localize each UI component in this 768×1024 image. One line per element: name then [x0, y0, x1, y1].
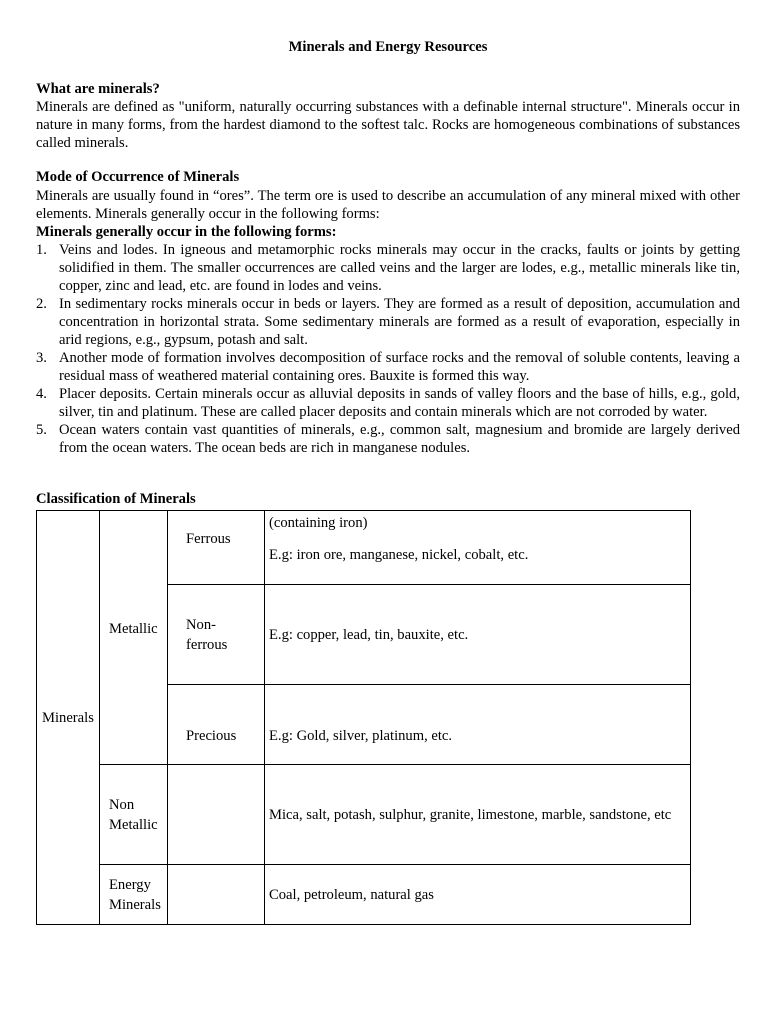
section-paragraph: Minerals are usually found in “ores”. The term ore is used to describe an accumulation of any mineral mixed with other elements. Minerals generally occur in the following forms:	[36, 188, 740, 222]
list-item: 2. In sedimentary rocks minerals occur in beds or layers. They are formed as a result of deposition, accumulation and concentration in horizontal strata. Some sedimentary minerals are formed as a result of evaporation, especially in arid regions, e.g., gypsum, potash and salt.	[36, 296, 740, 348]
non-ferrous-examples-cell: E.g: copper, lead, tin, bauxite, etc.	[265, 585, 691, 685]
ferrous-examples: E.g: iron ore, manganese, nickel, cobalt, etc.	[269, 547, 529, 563]
occurrence-list	[36, 241, 740, 457]
ferrous-examples-cell	[265, 511, 691, 585]
precious-cell: Precious	[168, 685, 265, 765]
ferrous-cell: Ferrous	[168, 511, 265, 585]
minerals-cell: Minerals	[37, 511, 100, 925]
section-what-are-minerals	[36, 80, 740, 152]
non-metallic-examples-cell: Mica, salt, potash, sulphur, granite, limestone, marble, sandstone, etc	[265, 765, 691, 865]
energy-minerals-examples-cell: Coal, petroleum, natural gas	[265, 865, 691, 925]
precious-examples-cell: E.g: Gold, silver, platinum, etc.	[265, 685, 691, 765]
section-heading-classification: Classification of Minerals	[36, 491, 196, 507]
ferrous-note: (containing iron)	[269, 515, 368, 531]
list-item: 1. Veins and lodes. In igneous and metamorphic rocks minerals may occur in the cracks, faults or joints by getting solidified in them. The smaller occurrences are called veins and the larger are lodes, e.g., metallic minerals like tin, copper, zinc and lead, etc. are found in lodes and veins.	[36, 242, 740, 294]
classification-table	[36, 510, 691, 925]
list-item: 4. Placer deposits. Certain minerals occur as alluvial deposits in sands of valley floors and the base of hills, e.g., gold, silver, tin and platinum. These are called placer deposits and contain minerals which are not corroded by water.	[36, 386, 740, 420]
non-ferrous-cell: Non- ferrous	[168, 585, 265, 685]
empty-cell	[168, 865, 265, 925]
energy-minerals-cell: Energy Minerals	[100, 865, 168, 925]
non-metallic-cell: Non Metallic	[100, 765, 168, 865]
section-mode-of-occurrence	[36, 168, 740, 457]
list-item: 3. Another mode of formation involves decomposition of surface rocks and the removal of soluble contents, leaving a residual mass of weathered material containing ores. Bauxite is formed this way.	[36, 350, 740, 384]
document-title: Minerals and Energy Resources	[288, 39, 488, 55]
section-heading: What are minerals?	[36, 81, 160, 97]
section-heading: Mode of Occurrence of Minerals	[36, 169, 240, 185]
empty-cell	[168, 765, 265, 865]
section-paragraph: Minerals are defined as "uniform, naturally occurring substances with a definable internal structure". Minerals occur in nature in many forms, from the hardest diamond to the softest talc. Rocks are homogeneous combinations of substances called minerals.	[36, 99, 740, 151]
section-subheading: Minerals generally occur in the following forms:	[36, 224, 337, 240]
metallic-cell: Metallic	[100, 511, 168, 765]
list-item: 5. Ocean waters contain vast quantities of minerals, e.g., common salt, magnesium and bromide are largely derived from the ocean waters. The ocean beds are rich in manganese nodules.	[36, 422, 740, 456]
